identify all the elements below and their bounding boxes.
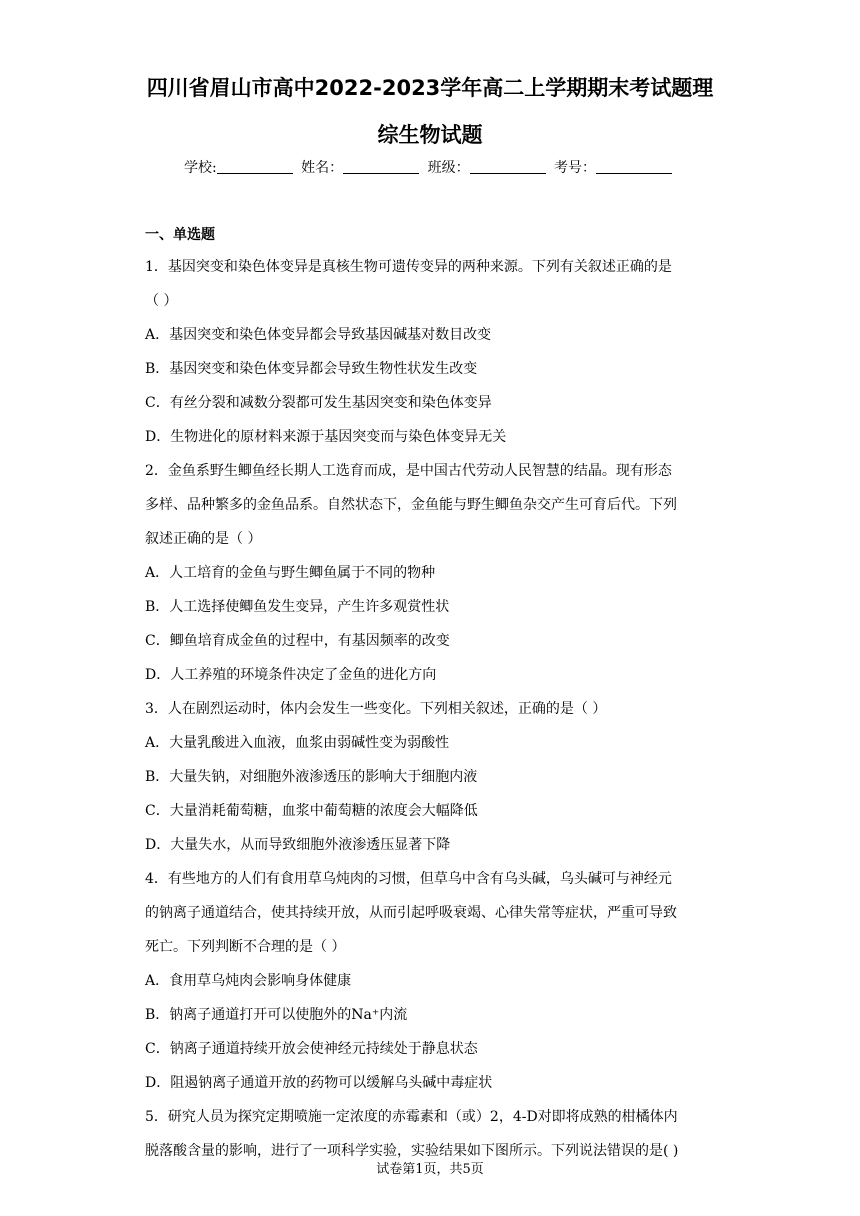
question-5-stem-line-1: 5．研究人员为探究定期喷施一定浓度的赤霉素和（或）2，4-D对即将成熟的柑橘体内 (145, 1109, 678, 1125)
question-4-option-b: B．钠离子通道打开可以使胞外的Na⁺内流 (145, 1007, 408, 1023)
question-2-option-c: C．鲫鱼培育成金鱼的过程中，有基因频率的改变 (145, 633, 450, 649)
question-2-stem-line-1: 2．金鱼系野生鲫鱼经长期人工选育而成，是中国古代劳动人民智慧的结晶。现有形态 (145, 463, 672, 479)
question-2-stem-line-2: 多样、品种繁多的金鱼品系。自然状态下，金鱼能与野生鲫鱼杂交产生可育后代。下列 (145, 497, 677, 513)
name-label: 姓名： (301, 160, 344, 176)
school-blank[interactable] (217, 159, 293, 174)
title-line-1: 四川省眉山市高中2022-2023学年高二上学期期末考试题理 (146, 76, 714, 100)
question-3-option-c: C．大量消耗葡萄糖，血浆中葡萄糖的浓度会大幅降低 (145, 803, 478, 819)
question-1-option-c: C．有丝分裂和减数分裂都可发生基因突变和染色体变异 (145, 395, 492, 411)
name-blank[interactable] (343, 159, 419, 174)
class-label: 班级： (427, 160, 470, 176)
section-title: 一、单选题 (145, 227, 215, 243)
question-3-option-d: D．大量失水，从而导致细胞外液渗透压显著下降 (145, 837, 451, 853)
question-3-option-a: A．大量乳酸进入血液，血浆由弱碱性变为弱酸性 (145, 735, 450, 751)
question-5-stem-line-2: 脱落酸含量的影响，进行了一项科学实验，实验结果如下图所示。下列说法错误的是( ) (145, 1143, 679, 1159)
question-list (145, 250, 725, 1168)
question-4-stem-line-2: 的钠离子通道结合，使其持续开放，从而引起呼吸衰竭、心律失常等症状，严重可导致 (145, 905, 677, 921)
question-4-option-d: D．阻遏钠离子通道开放的药物可以缓解乌头碱中毒症状 (145, 1075, 493, 1091)
page-footer: 试卷第1页，共5页 (376, 1162, 484, 1177)
question-2-option-b: B．人工选择使鲫鱼发生变异，产生许多观赏性状 (145, 599, 450, 615)
class-blank[interactable] (470, 159, 546, 174)
question-1-option-a: A．基因突变和染色体变异都会导致基因碱基对数目改变 (145, 327, 492, 343)
question-1-stem-line-2: （ ） (145, 293, 178, 309)
student-info-row (0, 157, 860, 179)
question-4-option-c: C．钠离子通道持续开放会使神经元持续处于静息状态 (145, 1041, 478, 1057)
question-4-option-a: A．食用草乌炖肉会影响身体健康 (145, 973, 352, 989)
question-1-stem-line-1: 1．基因突变和染色体变异是真核生物可遗传变异的两种来源。下列有关叙述正确的是 (145, 259, 672, 275)
exam-number-blank[interactable] (596, 159, 672, 174)
question-1-option-b: B．基因突变和染色体变异都会导致生物性状发生改变 (145, 361, 478, 377)
question-2-stem-line-3: 叙述正确的是（ ） (145, 531, 262, 547)
question-2-option-d: D．人工养殖的环境条件决定了金鱼的进化方向 (145, 667, 437, 683)
question-3-stem-line-1: 3．人在剧烈运动时，体内会发生一些变化。下列相关叙述，正确的是（ ） (145, 701, 607, 717)
question-2-option-a: A．人工培育的金鱼与野生鲫鱼属于不同的物种 (145, 565, 436, 581)
question-3-option-b: B．大量失钠，对细胞外液渗透压的影响大于细胞内液 (145, 769, 478, 785)
question-1-option-d: D．生物进化的原材料来源于基因突变而与染色体变异无关 (145, 429, 507, 445)
exam-number-label: 考号： (554, 160, 597, 176)
title-line-2: 综生物试题 (377, 123, 483, 147)
school-label: 学校: (183, 160, 217, 176)
question-4-stem-line-3: 死亡。下列判断不合理的是（ ） (145, 939, 346, 955)
question-4-stem-line-1: 4．有些地方的人们有食用草乌炖肉的习惯，但草乌中含有乌头碱，乌头碱可与神经元 (145, 871, 672, 887)
